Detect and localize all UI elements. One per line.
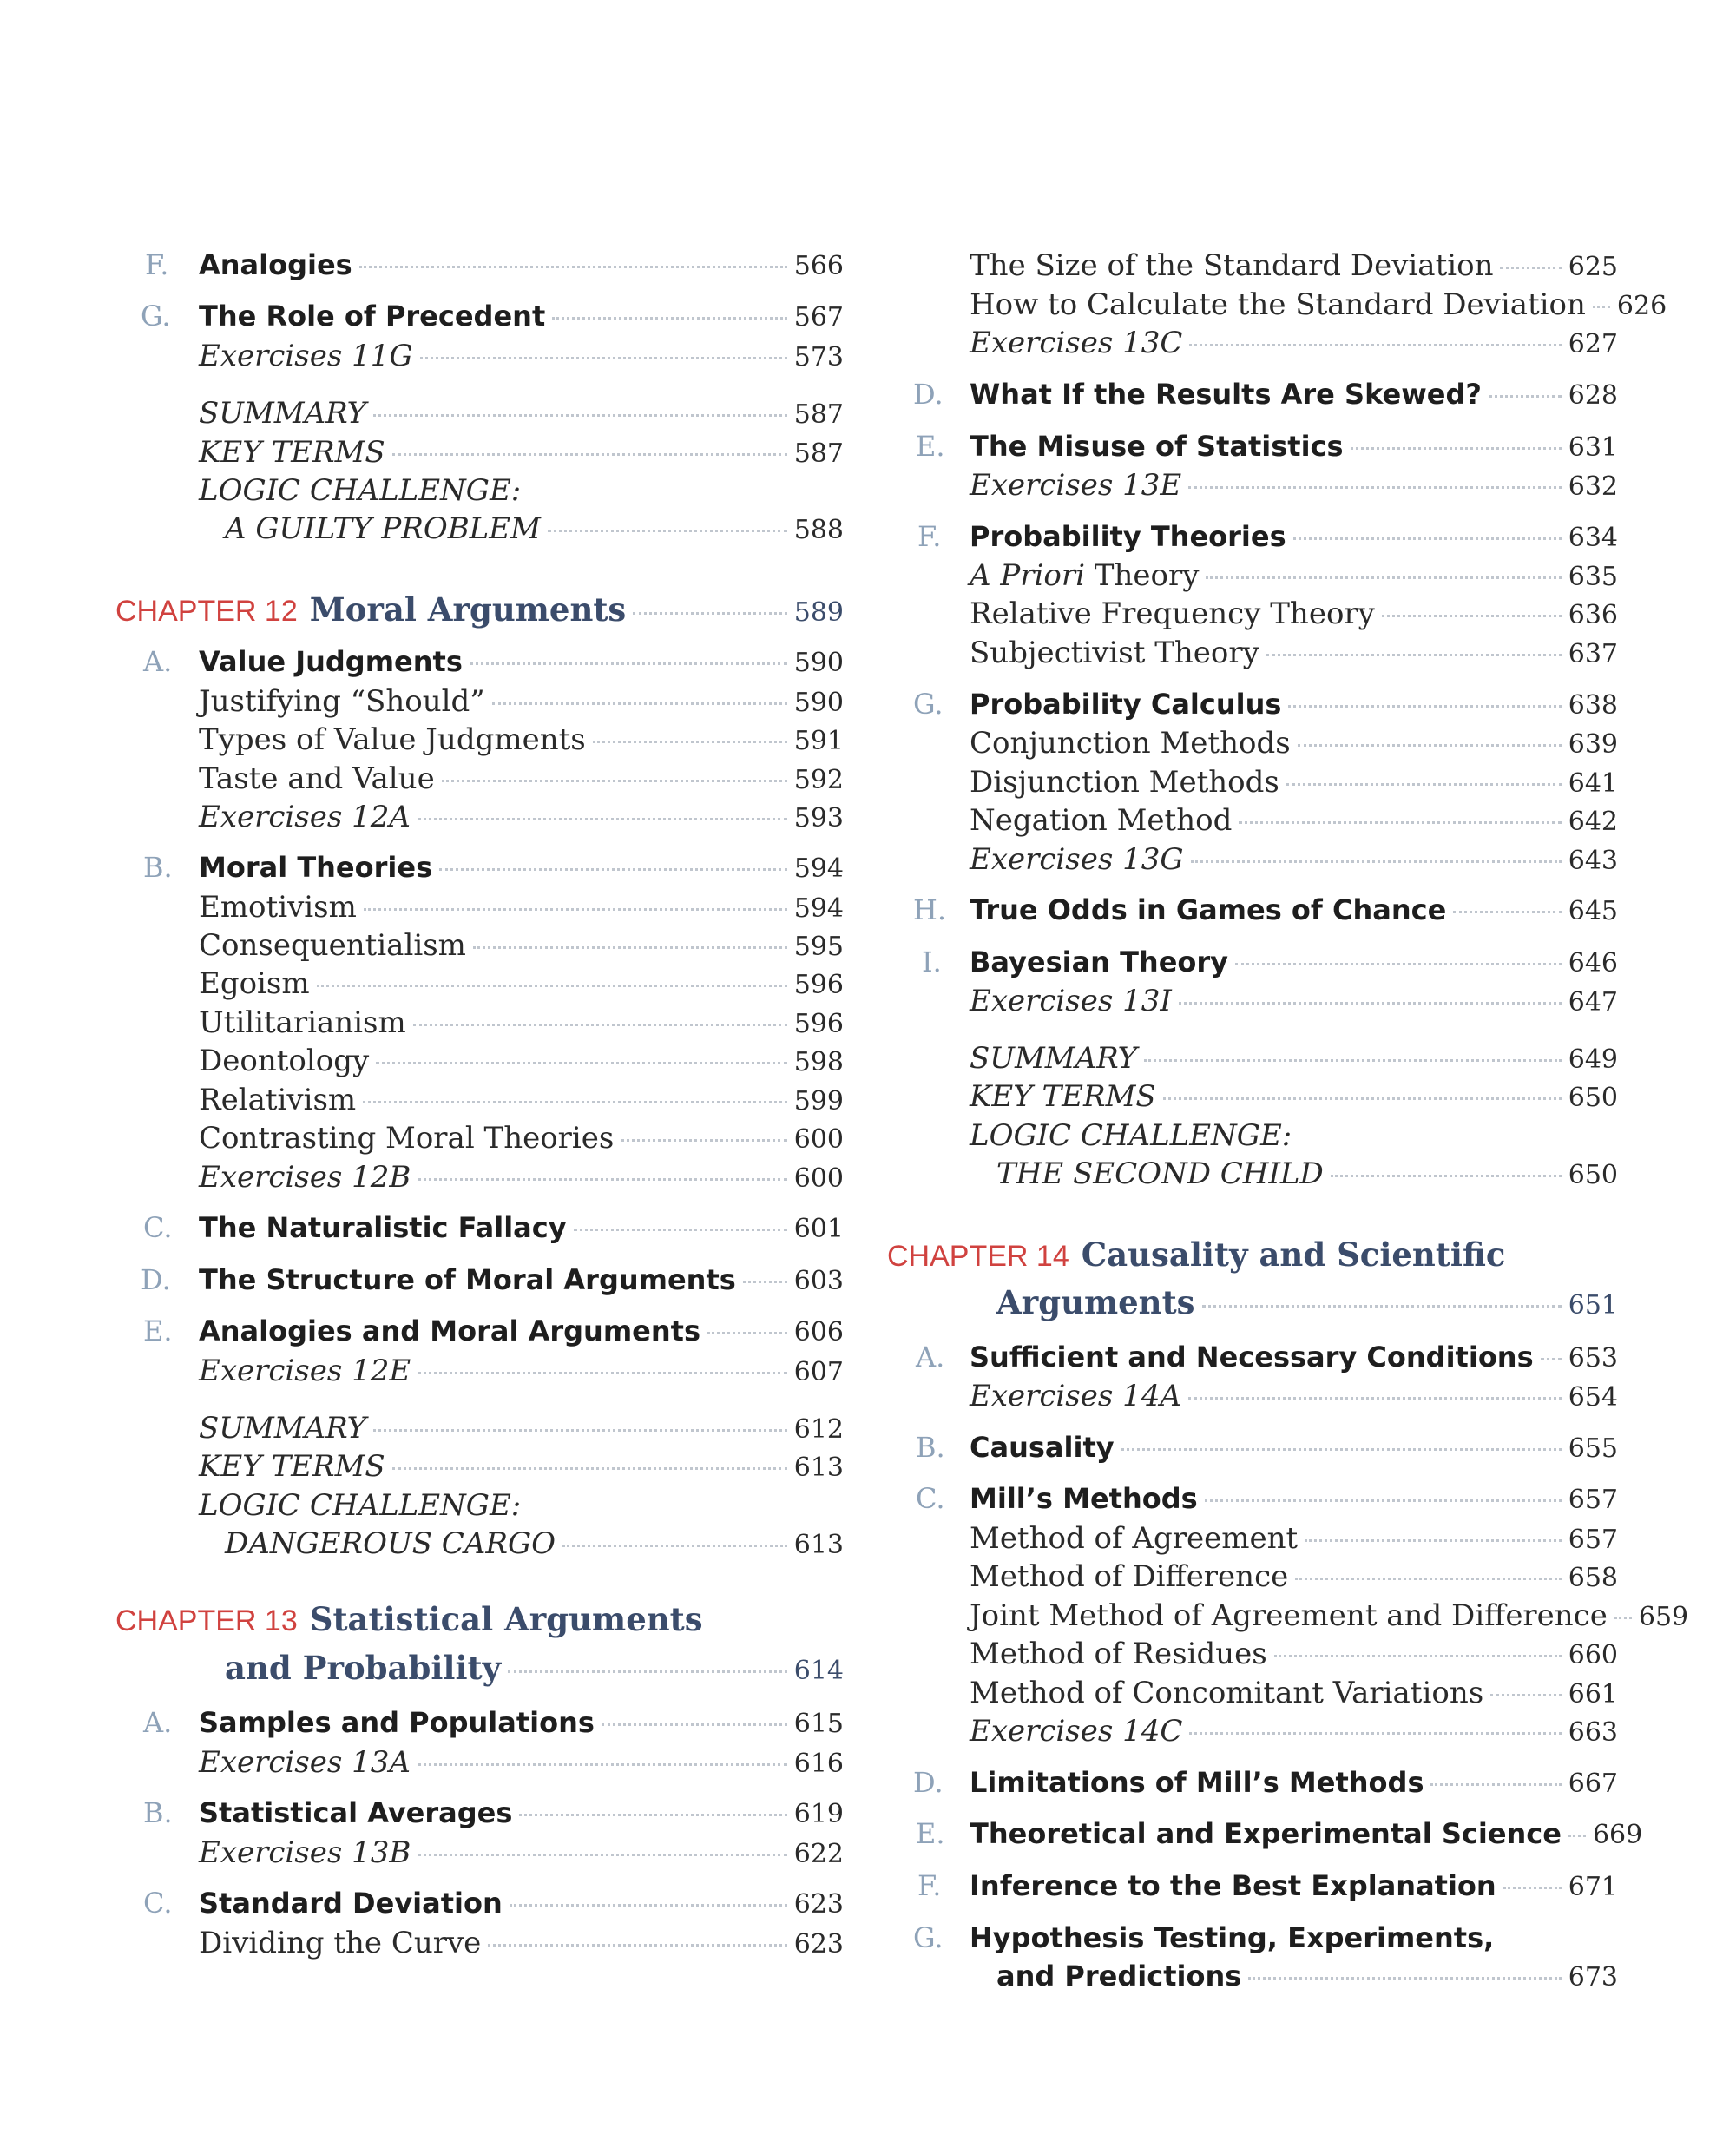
- section-letter: I.: [922, 945, 942, 978]
- dot-leader: [1490, 1694, 1562, 1696]
- page-number: 661: [1568, 1679, 1618, 1710]
- section-letter: F.: [917, 1869, 942, 1902]
- dot-leader: [1239, 821, 1561, 824]
- page-number: 616: [793, 1749, 844, 1779]
- page-number: 614: [793, 1656, 844, 1686]
- section-letter: E.: [143, 1314, 173, 1347]
- dot-leader: [1382, 615, 1562, 617]
- section-title: Probability Theories: [970, 520, 1286, 553]
- page-number: 643: [1568, 846, 1618, 876]
- page-number: 655: [1568, 1433, 1618, 1464]
- page-number: 639: [1568, 729, 1618, 760]
- subsection-title: Negation Method: [970, 803, 1233, 838]
- toc-section-entry[interactable]: [916, 1342, 1618, 1373]
- page-number: 627: [1568, 329, 1618, 359]
- page-number: 600: [793, 1124, 844, 1155]
- page-number: 645: [1568, 896, 1618, 926]
- page-number: 599: [793, 1086, 844, 1117]
- dot-leader: [1202, 1305, 1562, 1308]
- exercise-title: Exercises 14C: [970, 1714, 1183, 1749]
- page-number: 647: [1568, 987, 1618, 1018]
- chapter-title-continued: and Probability: [225, 1649, 502, 1687]
- toc-exercise-entry[interactable]: [970, 327, 1618, 359]
- toc-section-entry[interactable]: [916, 431, 1618, 462]
- page-number: 591: [793, 726, 844, 756]
- page-number: 650: [1568, 1083, 1618, 1113]
- page-number: 623: [793, 1889, 844, 1920]
- page-number: 657: [1568, 1525, 1618, 1555]
- chapter-title-continued: Arguments: [996, 1283, 1195, 1321]
- summary-title: SUMMARY: [970, 1041, 1138, 1076]
- section-title: Mill’s Methods: [970, 1482, 1198, 1515]
- section-letter: B.: [143, 851, 173, 884]
- dot-leader: [1500, 267, 1561, 269]
- toc-subsection-entry[interactable]: [970, 728, 1618, 760]
- section-title: Analogies: [199, 248, 352, 281]
- dot-leader: [1266, 654, 1562, 656]
- section-letter: D.: [141, 1263, 171, 1296]
- dot-leader: [1144, 1059, 1562, 1062]
- section-title: Inference to the Best Explanation: [970, 1869, 1496, 1902]
- chapter-label: CHAPTER 12: [115, 595, 298, 628]
- dot-leader: [1286, 783, 1562, 786]
- page-number: 638: [1568, 690, 1618, 721]
- dot-leader: [1274, 1655, 1562, 1657]
- dot-leader: [1614, 1617, 1632, 1619]
- section-title: Statistical Averages: [199, 1796, 513, 1829]
- page-number: 600: [793, 1163, 844, 1194]
- toc-exercise-entry[interactable]: [970, 470, 1618, 502]
- exercise-title: Exercises 12E: [199, 1354, 411, 1388]
- section-title: The Structure of Moral Arguments: [199, 1263, 736, 1296]
- dot-leader: [1489, 395, 1562, 398]
- subsection-title: Dividing the Curve: [199, 1926, 482, 1960]
- toc-exercise-entry[interactable]: [970, 985, 1618, 1018]
- page-number: 613: [793, 1530, 844, 1560]
- subsection-title: Method of Residues: [970, 1637, 1267, 1671]
- page-number: 593: [793, 803, 844, 833]
- section-letter: A.: [916, 1341, 945, 1374]
- chapter-14-heading-continued[interactable]: [996, 1283, 1618, 1321]
- section-letter: C.: [143, 1211, 173, 1244]
- page-number: 651: [1568, 1290, 1618, 1321]
- toc-section-entry[interactable]: [917, 1871, 1618, 1901]
- subsection-title: Emotivism: [199, 890, 357, 925]
- toc-section-entry[interactable]: [913, 1768, 1618, 1798]
- section-letter: A.: [143, 1706, 173, 1739]
- page-number: 606: [793, 1317, 844, 1347]
- page-number: 603: [793, 1266, 844, 1296]
- section-letter: B.: [916, 1431, 945, 1464]
- section-title: Probability Calculus: [970, 688, 1282, 721]
- page-number: 613: [793, 1453, 844, 1483]
- dot-leader: [1298, 744, 1562, 747]
- subsection-title: Deontology: [199, 1044, 370, 1078]
- page-number: 589: [793, 597, 844, 628]
- page-number: 650: [1568, 1160, 1618, 1190]
- section-letter: E.: [916, 430, 945, 463]
- page-number: 566: [793, 251, 844, 281]
- section-title: Analogies and Moral Arguments: [199, 1314, 700, 1347]
- page-number: 607: [793, 1357, 844, 1387]
- page-number: 567: [793, 302, 844, 333]
- page-number: 669: [1592, 1820, 1643, 1850]
- page-number: 622: [793, 1839, 844, 1869]
- page-number: 641: [1568, 768, 1618, 799]
- page-number: 619: [793, 1799, 844, 1829]
- dot-leader: [1121, 1448, 1562, 1451]
- summary-title: SUMMARY: [199, 1411, 367, 1446]
- page-number: 595: [793, 932, 844, 962]
- page-number: 601: [793, 1214, 844, 1244]
- key-terms-title: KEY TERMS: [199, 1449, 385, 1484]
- dot-leader: [1351, 447, 1562, 450]
- toc-section-entry[interactable]: [913, 689, 1618, 720]
- toc-subsection-entry[interactable]: [970, 1561, 1618, 1593]
- page-number: 654: [1568, 1382, 1618, 1413]
- section-title: What If the Results Are Skewed?: [970, 378, 1482, 411]
- exercise-title: Exercises 13C: [970, 326, 1183, 360]
- page-number: 657: [1568, 1485, 1618, 1515]
- dot-leader: [1503, 1887, 1562, 1889]
- section-letter: H.: [913, 893, 947, 926]
- page-number: 637: [1568, 639, 1618, 669]
- dot-leader: [1293, 537, 1562, 540]
- chapter-label: CHAPTER 13: [115, 1604, 298, 1637]
- chapter-14-heading[interactable]: [887, 1235, 1505, 1274]
- key-terms-title: KEY TERMS: [199, 435, 385, 470]
- dot-leader: [1305, 1539, 1562, 1542]
- toc-subsection-entry[interactable]: [970, 250, 1618, 282]
- page-number: 671: [1568, 1872, 1618, 1902]
- dot-leader: [1205, 1499, 1562, 1502]
- exercise-title: Exercises 13I: [970, 984, 1172, 1018]
- dot-leader: [1295, 1578, 1561, 1580]
- page-number: 623: [793, 1929, 844, 1960]
- subsection-title: Relative Frequency Theory: [970, 596, 1375, 631]
- toc-exercise-entry[interactable]: [970, 1716, 1618, 1748]
- toc-section-entry[interactable]: [913, 895, 1618, 926]
- page-number: 598: [793, 1047, 844, 1077]
- page-number: 587: [793, 399, 844, 430]
- toc-exercise-entry[interactable]: [970, 844, 1618, 876]
- dot-leader: [1191, 860, 1562, 863]
- page-number: 625: [1568, 252, 1618, 282]
- toc-exercise-entry[interactable]: [970, 1380, 1618, 1413]
- subsection-title-italic: A Priori: [970, 558, 1085, 593]
- dot-leader: [1188, 486, 1562, 489]
- toc-subsection-entry[interactable]: [970, 1523, 1618, 1555]
- subsection-title: Theory: [1084, 558, 1200, 593]
- subsection-title: How to Calculate the Standard Deviation: [970, 287, 1586, 322]
- page-number: 660: [1568, 1640, 1618, 1670]
- page-number: 573: [793, 342, 844, 372]
- page-number: 663: [1568, 1717, 1618, 1748]
- section-letter: C.: [916, 1482, 945, 1515]
- logic-challenge-title: DANGEROUS CARGO: [225, 1526, 556, 1561]
- dot-leader: [1593, 306, 1610, 308]
- logic-challenge-title: A GUILTY PROBLEM: [225, 511, 541, 546]
- toc-section-entry[interactable]: [916, 1484, 1618, 1514]
- dot-leader: [1430, 1783, 1561, 1786]
- section-title: True Odds in Games of Chance: [970, 893, 1447, 926]
- page-number: 615: [793, 1709, 844, 1739]
- page-number: 667: [1568, 1769, 1618, 1799]
- subsection-title: The Size of the Standard Deviation: [970, 248, 1494, 283]
- subsection-title: Egoism: [199, 966, 310, 1001]
- dot-leader: [1206, 576, 1561, 579]
- exercise-title: Exercises 13A: [199, 1745, 411, 1780]
- section-title: Value Judgments: [199, 645, 463, 678]
- page-number: 631: [1568, 432, 1618, 463]
- subsection-title: Method of Concomitant Variations: [970, 1676, 1484, 1710]
- subsection-title: Joint Method of Agreement and Difference: [970, 1598, 1608, 1633]
- toc-section-entry[interactable]: [916, 1817, 1643, 1850]
- logic-challenge-label: LOGIC CHALLENGE:: [199, 473, 522, 508]
- subsection-title: Justifying “Should”: [199, 684, 485, 719]
- chapter-title: Causality and Scientific: [1081, 1235, 1506, 1274]
- subsection-title: Conjunction Methods: [970, 726, 1291, 761]
- subsection-title: Subjectivist Theory: [970, 636, 1259, 670]
- toc-subsection-entry[interactable]: [970, 560, 1618, 592]
- page-number: 612: [793, 1414, 844, 1445]
- dot-leader: [1163, 1097, 1562, 1100]
- section-title-continued: and Predictions: [996, 1960, 1242, 1993]
- exercise-title: Exercises 12A: [199, 800, 411, 834]
- dot-leader: [1189, 344, 1561, 346]
- toc-key-terms-entry[interactable]: [970, 1081, 1618, 1113]
- logic-challenge-title: THE SECOND CHILD: [996, 1156, 1324, 1191]
- exercise-title: Exercises 13G: [970, 842, 1184, 877]
- page-number: 590: [793, 648, 844, 678]
- page-number: 642: [1568, 807, 1618, 837]
- logic-challenge-label: LOGIC CHALLENGE:: [199, 1488, 522, 1523]
- subsection-title: Method of Difference: [970, 1559, 1289, 1594]
- exercise-title: Exercises 14A: [970, 1379, 1181, 1413]
- section-title: Bayesian Theory: [970, 945, 1229, 978]
- exercise-title: Exercises 13E: [970, 468, 1182, 503]
- section-title: Limitations of Mill’s Methods: [970, 1766, 1424, 1799]
- subsection-title: Contrasting Moral Theories: [199, 1121, 615, 1156]
- logic-challenge-label: LOGIC CHALLENGE:: [970, 1118, 1292, 1153]
- section-title: The Misuse of Statistics: [970, 430, 1344, 463]
- page-number: 596: [793, 970, 844, 1000]
- page-number: 626: [1616, 291, 1667, 321]
- toc-logic-challenge-entry[interactable]: [996, 1158, 1618, 1190]
- chapter-title: Statistical Arguments: [309, 1600, 703, 1638]
- section-letter: G.: [141, 300, 171, 333]
- subsection-title: Types of Value Judgments: [199, 722, 586, 757]
- section-letter: G.: [913, 1921, 944, 1954]
- section-letter: F.: [145, 248, 169, 281]
- section-letter: A.: [143, 645, 173, 678]
- page-number: 659: [1638, 1602, 1689, 1632]
- section-letter: D.: [913, 1766, 944, 1799]
- page-number: 646: [1568, 948, 1618, 978]
- subsection-title: Relativism: [199, 1083, 357, 1117]
- toc-subsection-entry[interactable]: [970, 287, 1667, 322]
- toc-section-entry[interactable]: [913, 1923, 1618, 1953]
- page-number: 658: [1568, 1563, 1618, 1593]
- page-number: 596: [793, 1009, 844, 1039]
- section-title: Moral Theories: [199, 851, 433, 884]
- page-number: 653: [1568, 1343, 1618, 1374]
- toc-section-entry[interactable]: [913, 379, 1618, 410]
- section-title: Theoretical and Experimental Science: [970, 1817, 1562, 1850]
- page-number: 673: [1568, 1962, 1618, 1993]
- page-number: 594: [793, 893, 844, 924]
- section-title: Hypothesis Testing, Experiments,: [970, 1921, 1495, 1954]
- page-number: 632: [1568, 471, 1618, 502]
- section-letter: F.: [917, 520, 942, 553]
- exercise-title: Exercises 12B: [199, 1160, 411, 1195]
- chapter-title: Moral Arguments: [309, 590, 627, 629]
- toc-subsection-entry[interactable]: [970, 598, 1618, 630]
- toc-logic-challenge-heading: [970, 1120, 1618, 1152]
- subsection-title: Method of Agreement: [970, 1521, 1299, 1556]
- dot-leader: [1331, 1175, 1562, 1177]
- page-number: 636: [1568, 600, 1618, 630]
- section-letter: G.: [913, 688, 944, 721]
- key-terms-title: KEY TERMS: [970, 1079, 1156, 1114]
- section-title: The Role of Precedent: [199, 300, 546, 333]
- exercise-title: Exercises 11G: [199, 339, 413, 373]
- page-number: 649: [1568, 1044, 1618, 1075]
- dot-leader: [1248, 1977, 1561, 1980]
- toc-section-entry[interactable]: [922, 947, 1618, 978]
- toc-section-entry-continued[interactable]: [996, 1961, 1618, 1992]
- dot-leader: [1235, 963, 1562, 965]
- toc-subsection-entry[interactable]: [970, 805, 1618, 837]
- toc-section-entry[interactable]: [916, 1433, 1618, 1463]
- page-number: 588: [793, 515, 844, 545]
- page-number: 587: [793, 438, 844, 469]
- toc-summary-entry[interactable]: [970, 1043, 1618, 1075]
- section-title: Causality: [970, 1431, 1115, 1464]
- page-number: 590: [793, 688, 844, 718]
- dot-leader: [1568, 1835, 1586, 1837]
- section-letter: E.: [916, 1817, 945, 1850]
- dot-leader: [1188, 1397, 1562, 1400]
- toc-subsection-entry[interactable]: [970, 767, 1618, 799]
- subsection-title: Disjunction Methods: [970, 765, 1279, 800]
- subsection-title: Utilitarianism: [199, 1005, 406, 1040]
- summary-title: SUMMARY: [199, 396, 367, 431]
- section-letter: C.: [143, 1887, 173, 1920]
- section-letter: B.: [143, 1796, 173, 1829]
- toc-subsection-entry[interactable]: [970, 1677, 1618, 1710]
- page-number: 592: [793, 765, 844, 795]
- toc-subsection-entry[interactable]: [970, 1598, 1689, 1633]
- toc-subsection-entry[interactable]: [970, 637, 1618, 669]
- section-title: Standard Deviation: [199, 1887, 503, 1920]
- section-letter: D.: [913, 378, 944, 411]
- page-number: 635: [1568, 562, 1618, 592]
- page-number: 628: [1568, 380, 1618, 411]
- dot-leader: [1189, 1732, 1561, 1735]
- subsection-title: Consequentialism: [199, 928, 466, 963]
- subsection-title: Taste and Value: [199, 761, 435, 796]
- section-title: The Naturalistic Fallacy: [199, 1211, 567, 1244]
- toc-subsection-entry[interactable]: [970, 1638, 1618, 1670]
- dot-leader: [1453, 911, 1561, 913]
- toc-section-entry[interactable]: [917, 522, 1618, 552]
- section-title: Samples and Populations: [199, 1706, 595, 1739]
- exercise-title: Exercises 13B: [199, 1835, 411, 1870]
- chapter-label: CHAPTER 14: [887, 1240, 1069, 1273]
- page-number: 594: [793, 853, 844, 884]
- dot-leader: [1541, 1358, 1562, 1360]
- page-number: 634: [1568, 523, 1618, 553]
- dot-leader: [1179, 1002, 1562, 1005]
- section-title: Sufficient and Necessary Conditions: [970, 1341, 1534, 1374]
- dot-leader: [1288, 705, 1561, 708]
